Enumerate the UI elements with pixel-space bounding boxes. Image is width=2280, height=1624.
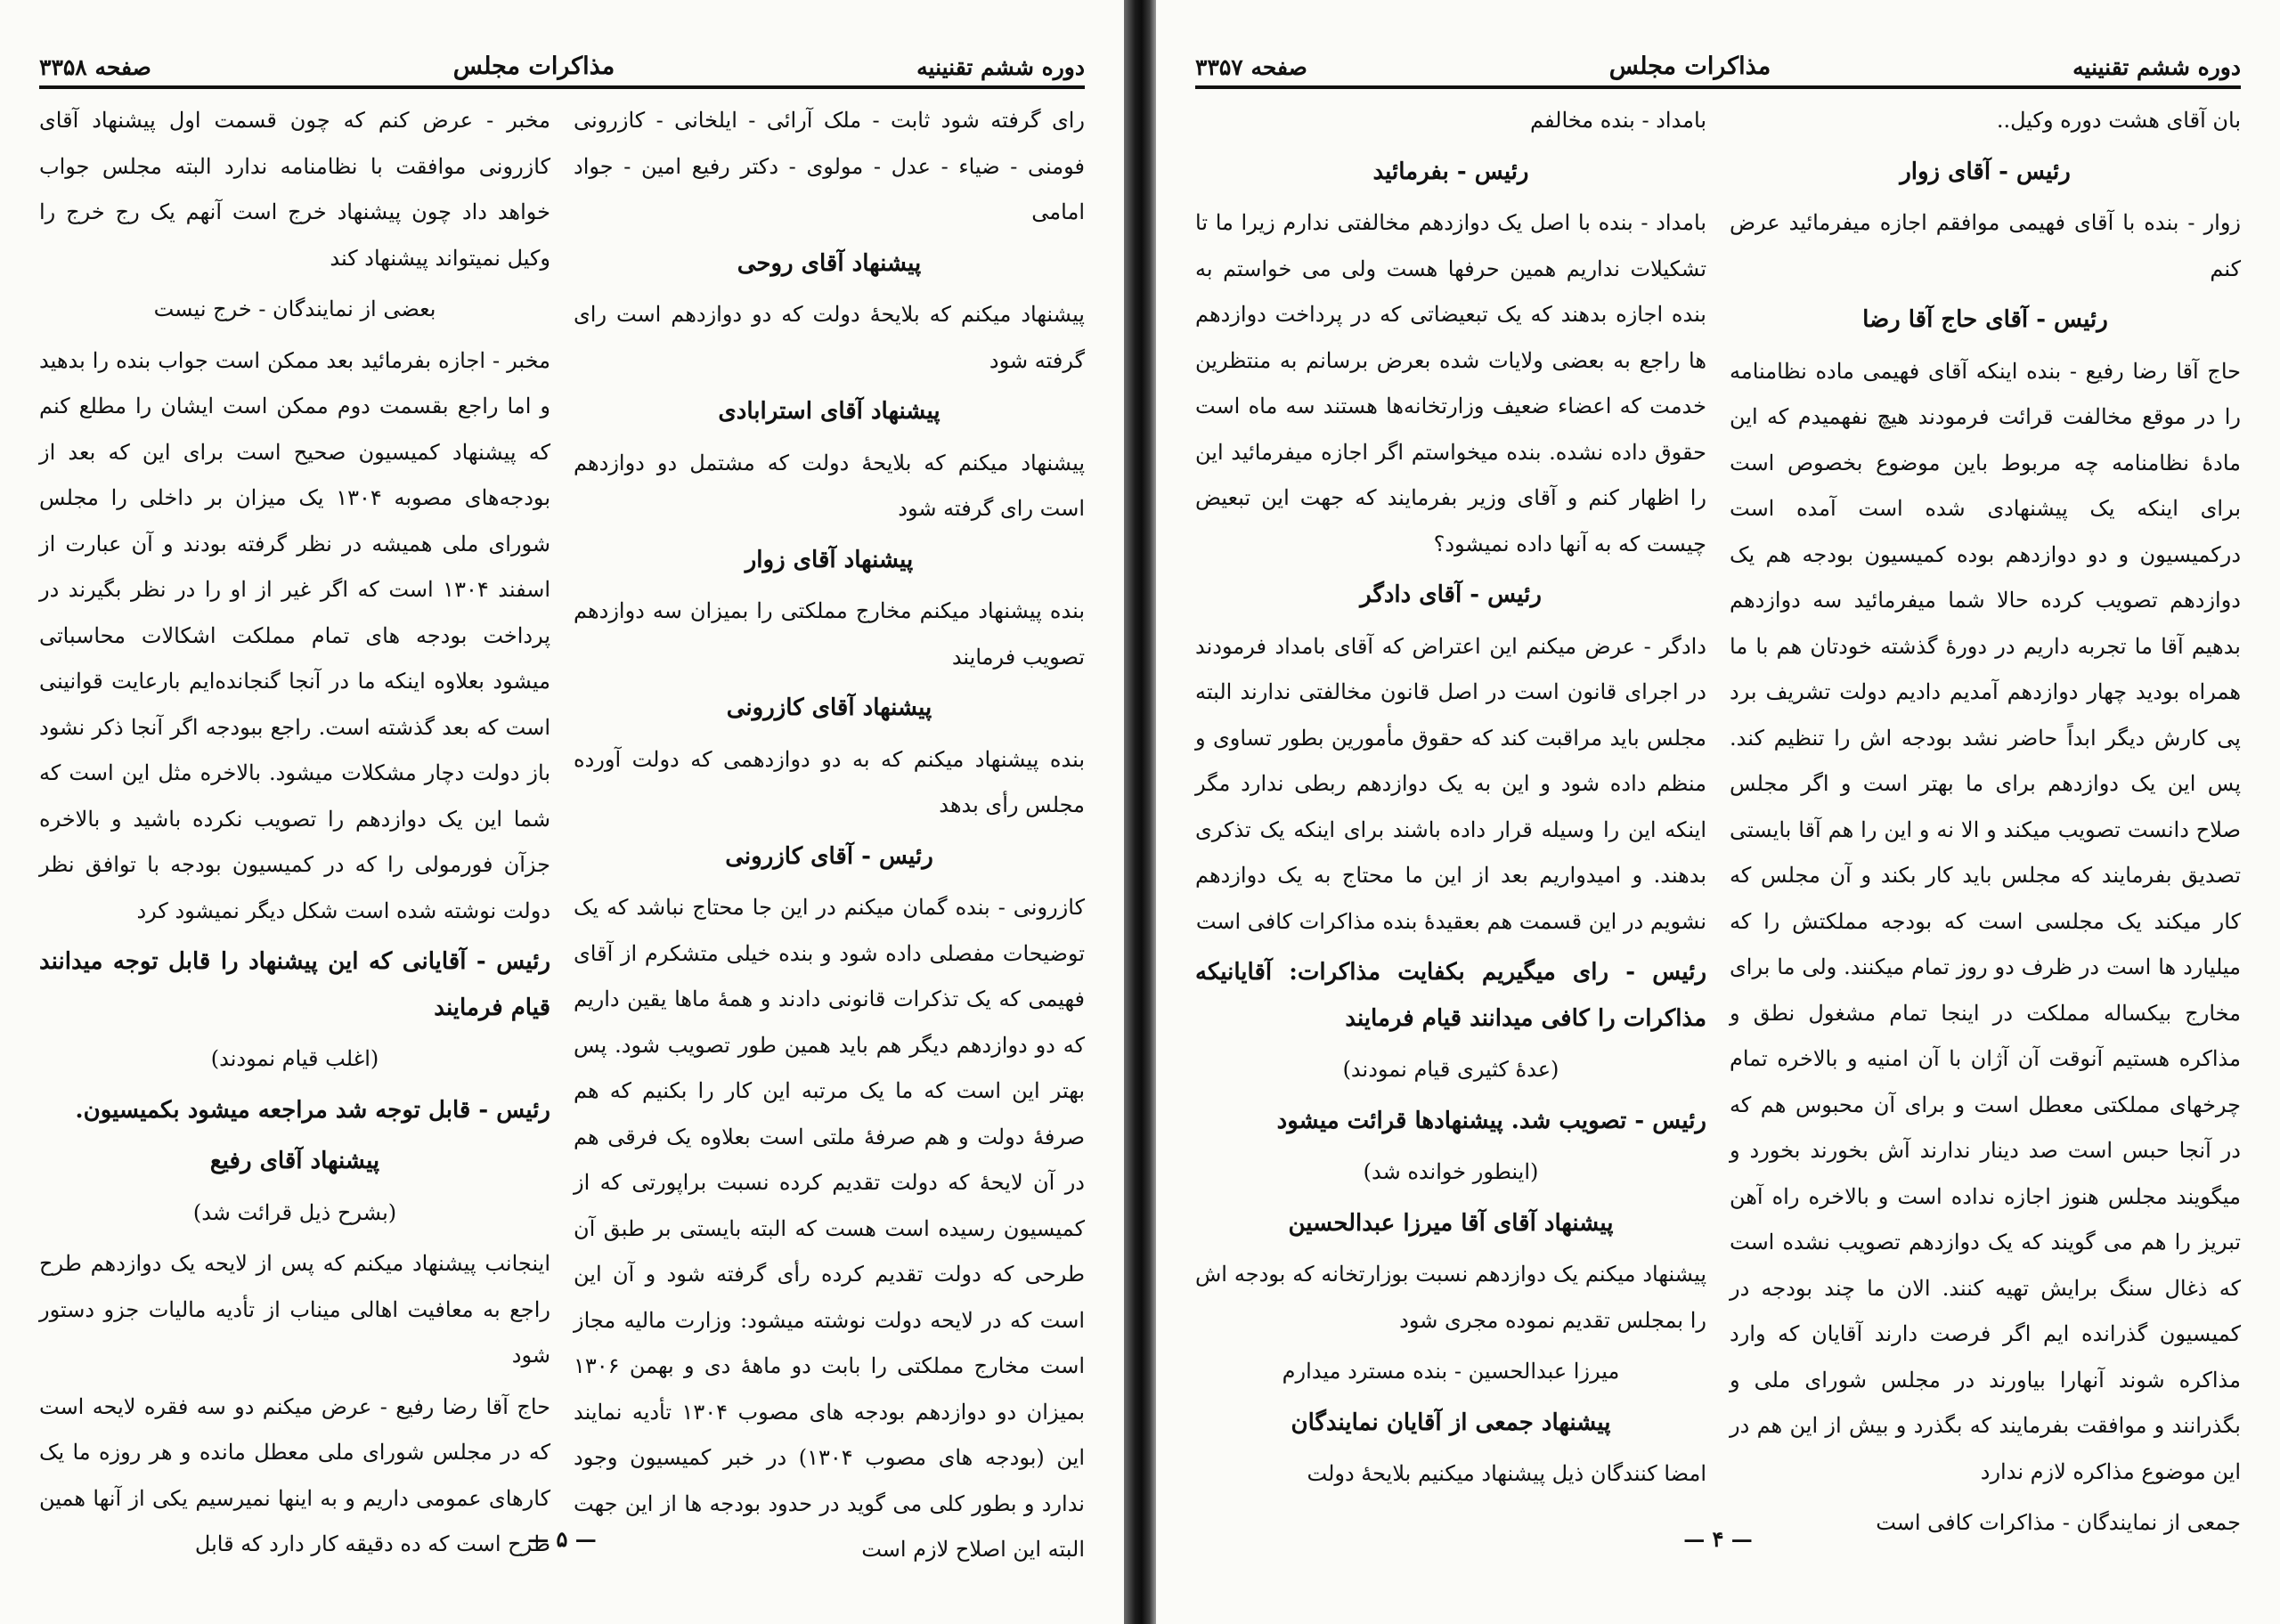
book-gutter [1124, 0, 1156, 1624]
paragraph: بنده پیشنهاد میکنم مخارج مملکتی را بمیزان سه دوازدهم تصویب فرمایند [574, 598, 1085, 670]
page-footer-number: — ۵ — [527, 1526, 597, 1552]
paragraph: امضا کنندگان ذیل پیشنهاد میکنیم بلایحهٔ دولت [1307, 1461, 1706, 1486]
page-title: مذاکرات مجلس [452, 53, 615, 80]
left-page [0, 0, 1124, 1624]
page-footer-number: — ۴ — [1683, 1526, 1753, 1552]
paragraph: (اینطور خوانده شد) [1363, 1159, 1539, 1184]
session-label: دوره ششم تقنینیه [916, 54, 1085, 80]
paragraph: (بشرح ذیل قرائت شد) [192, 1199, 397, 1225]
paragraph: پیشنهاد آقای کازرونی [726, 694, 932, 721]
paragraph: رای گرفته شود ثابت - ملک آرائی - ایلخانی - کازرونی فومنی - ضیاء - عدل - مولوی - دکتر رفیع امین - جواد امامی [574, 108, 1085, 224]
paragraph: مخبر - عرض کنم که چون قسمت اول پیشنهاد آقای کازرونی موافقت با نظامنامه ندارد البته مجلس جواب خواهد داد چون پیشنهاد خرج است آنهم یک رج خرج را وکیل نمیتواند پیشنهاد کند [39, 108, 550, 271]
paragraph: بنده پیشنهاد میکنم که به دو دوازدهمی که دولت آورده مجلس رأی بدهد [574, 746, 1085, 817]
paragraph: حاج آقا رضا رفیع - عرض میکنم دو سه فقره لایحه است که در مجلس شورای ملی معطل مانده و هر روزه ما یک کارهای عمومی داریم و به اینها نمیرسیم یکی از آنها همین طرح است که ده دقیقه کار دارد که قابل [39, 1393, 550, 1556]
text-column [1730, 98, 2242, 1535]
paragraph: (عدهٔ کثیری قیام نمودند) [1342, 1057, 1559, 1082]
paragraph: بامداد - بنده مخالفم [1530, 108, 1706, 133]
paragraph: بامداد - بنده با اصل یک دوازدهم مخالفتی ندارم زیرا ما تا تشکیلات نداریم همین حرفها هست ولی می خواستم به بنده اجازه بدهند که یک تبعیضاتی که در پرداخت دوازدهم ها راجع به بعضی ولایات شده بعرض برسانم به منتظرین خدمت که اعضاء ضعیف وزارتخانه‌ها هستند سه ماه است حقوق داده نشده. بنده میخواستم اگر اجازه میفرمائید این را اظهار کنم و آقای وزیر بفرمایند که جهت این تبعیض چیست که به آنها داده نمیشود؟ [1195, 210, 1706, 556]
page-number: صفحه ۳۳۵۷ [1195, 54, 1307, 80]
right-page-header [1195, 32, 2241, 89]
paragraph: پیشنهاد میکنم یک دوازدهم نسبت بوزارتخانه که بودجه اش را بمجلس تقدیم نموده مجری شود [1195, 1262, 1706, 1333]
paragraph: پیشنهاد جمعی از آقایان نمایندگان [1291, 1409, 1611, 1436]
paragraph: رئیس - آقای زوار [1900, 158, 2071, 185]
paragraph: رئیس - رای میگیریم بکفایت مذاکرات: آقایانیکه مذاکرات را کافی میدانند قیام فرمایند [1195, 959, 1706, 1032]
paragraph: پیشنهاد آقای رفیع [209, 1148, 380, 1174]
paragraph: پیشنهاد میکنم که بلایحهٔ دولت که مشتمل دو دوازدهم است رای گرفته شود [574, 450, 1085, 521]
page-title: مذاکرات مجلس [1608, 53, 1771, 80]
paragraph: (اغلب قیام نمودند) [210, 1046, 379, 1071]
text-column [574, 98, 1086, 1562]
text-column [1195, 98, 1706, 1522]
paragraph: رئیس - قابل توجه شد مراجعه میشود بکمیسیون. [75, 1096, 550, 1124]
session-label: دوره ششم تقنینیه [2072, 54, 2241, 80]
paragraph: میرزا عبدالحسین - بنده مسترد میدارم [1282, 1359, 1620, 1384]
paragraph: پیشنهاد آقای استرابادی [718, 398, 940, 425]
page-number: صفحه ۳۳۵۸ [39, 54, 151, 80]
paragraph: بعضی از نمایندگان - خرج نیست [153, 296, 436, 321]
paragraph: کازرونی - بنده گمان میکنم در این جا محتاج نباشد که یک توضیحات مفصلی داده شود و بنده خیلی متشکرم از آقای فهیمی که یک تذکرات قانونی دادند و همهٔ ماها یقین داریم که دو دوازدهم دیگر هم باید همین طور تصویب شود. پس بهتر این است که ما یک مرتبه این کار را بکنیم که هم صرفهٔ دولت و هم صرفهٔ ملتی است بعلاوه یک فرقی هم در آن لایحهٔ که دولت تقدیم کرده نسبت براپورتی که از کمیسیون رسیده است هست که البته بایستی بر طبق آن طرحی که دولت تقدیم کرده رأی گرفته شود و آن این است که در لایحه دولت نوشته میشود: وزارت مالیه مجاز است مخارج مملکتی را بابت دو ماههٔ دی و بهمن ۱۳۰۶ بمیزان دو دوازدهم بودجه های مصوب ۱۳۰۴ تأدیه نمایند این (بودجه های مصوب ۱۳۰۴) در خبر کمیسیون وجود ندارد و بطور کلی می گوید در حدود بودجه ها از این جهت البته این اصلاح لازم است [574, 895, 1086, 1562]
paragraph: رئیس - آقایانی که این پیشنهاد را قابل توجه میدانند قیام فرمایند [39, 948, 550, 1021]
paragraph: رئیس - تصویب شد. پیشنهادها قرائت میشود [1276, 1107, 1706, 1134]
paragraph: رئیس - آقای حاج آقا رضا [1862, 306, 2108, 333]
paragraph: جمعی از نمایندگان - مذاکرات کافی است [1876, 1510, 2241, 1535]
right-page-columns [1195, 98, 2242, 1535]
paragraph: پیشنهاد آقای آقا میرزا عبدالحسین [1288, 1209, 1614, 1237]
left-page-header [39, 32, 1085, 89]
paragraph: رئیس - آقای دادگر [1360, 581, 1542, 608]
text-column [39, 98, 551, 1556]
paragraph: حاج آقا رضا رفیع - بنده اینکه آقای فهیمی ماده نظامنامه را در موقع مخالفت قرائت فرمودند هیچ نفهمیدم که این مادهٔ نظامنامه چه مربوط باین موضوع بخصوص است برای اینکه یک پیشنهادی شده است آمده است درکمیسیون و دو دوازدهم بوده کمیسیون بودجه هم یک دوازدهم تصویب کرده حالا شما میفرمائید سه دوازدهم بدهیم آقا ما تجربه داریم در دورهٔ گذشته خودتان هم با ما همراه بودید چهار دوازدهم آمدیم دادیم دولت تشریف برد پی کارش دیگر ابداً حاضر نشد بودجه اش را تنظیم کند. پس این یک دوازدهم برای ما بهتر است و اگر مجلس صلاح دانست تصویب میکند و الا نه و این را هم آقا بایستی تصدیق بفرمایند که مجلس باید کار بکند و آن مجلس که کار میکند یک مجلسی است که بودجه مملکتش را که میلیارد ها است در ظرف دو روز تمام میکنند. ولی ما برای مخارج بیکساله مملکت در اینجا تمام مشغول نطق و مذاکره هستیم آنوقت آن آژان با آن امنیه و بالاخره تمام چرخهای مملکتی معطل است و برای آن محبوس هم که در آنجا حبس است صد دینار ندارند آش بخورند بخورد و میگویند مجلس هنوز اجازه نداده است و بالاخره راه آهن تبریز را هم می گویند که یک دوازدهم تصویب نشده است که ذغال سنگ برایش تهیه کنند. الان ما چند بودجه در کمیسیون گذرانده ایم اگر فرصت دارند آقایان که وارد مذاکره شوند آنهارا بیاورند در مجلس شورای ملی و بگذرانند و موافقت بفرمایند که بگذرد و بیش از این هم در این موضوع مذاکره لازم ندارد [1730, 358, 2241, 1484]
paragraph: دادگر - عرض میکنم این اعتراض که آقای بامداد فرمودند در اجرای قانون است در اصل قانون مخالفتی ندارند البته مجلس باید مراقبت کند که حقوق مأمورین بطور تساوی و منظم داده شود و این به یک دوازدهم ربطی ندارد مگر اینکه این را وسیله قرار داده باشند برای اینکه یک تذکری بدهند. و امیدواریم بعد از این ما محتاج به یک دوازدهم نشویم در این قسمت هم بعقیدهٔ بنده مذاکرات کافی است [1195, 633, 1706, 934]
paragraph: بان آقای هشت دوره وکیل.. [1996, 108, 2241, 133]
paragraph: پیشنهاد آقای روحی [737, 249, 922, 277]
right-page [1156, 0, 2280, 1624]
paragraph: پیشنهاد آقای زوار [745, 546, 914, 573]
paragraph: زوار - بنده با آقای فهیمی موافقم اجازه میفرمائید عرض کنم [1730, 210, 2242, 281]
paragraph: رئیس - آقای کازرونی [725, 842, 933, 870]
paragraph: پیشنهاد میکنم که بلایحهٔ دولت که دو دوازدهم است رای گرفته شود [574, 302, 1085, 373]
left-page-columns [39, 98, 1086, 1562]
paragraph: اینجانب پیشنهاد میکنم که پس از لایحه یک دوازدهم طرح راجع به معافیت اهالی میناب از تأدیه مالیات جزو دستور شود [39, 1251, 550, 1368]
paragraph: رئیس - بفرمائید [1372, 158, 1529, 185]
paragraph: مخبر - اجازه بفرمائید بعد ممکن است جواب بنده را بدهید و اما راجع بقسمت دوم ممکن است ایشان را مطلع کنم که پیشنهاد کمیسیون صحیح است برای این که بعد از بودجه‌های مصوبه ۱۳۰۴ یک میزان بر داخلی را مجلس شورای ملی همیشه در نظر گرفته بودند و آن عبارت از اسفند ۱۳۰۴ است که اگر غیر از او را در نظر بگیرند در پرداخت بودجه های تمام مملکت اشکالات محاسباتی میشود بعلاوه اینکه ما در آنجا گنجانده‌ایم بارعایت قوانینی است که بعد گذشته است. راجع ببودجه اگر آنجا ذکر نشود باز دولت دچار مشکلات میشود. بالاخره مثل این است که شما این یک دوازدهم را تصویب نکرده باشید و بالاخره جزآن فورمولی را که در کمیسیون بودجه با توافق نظر دولت نوشته شده است شکل دیگر نمیشود کرد [39, 347, 551, 923]
